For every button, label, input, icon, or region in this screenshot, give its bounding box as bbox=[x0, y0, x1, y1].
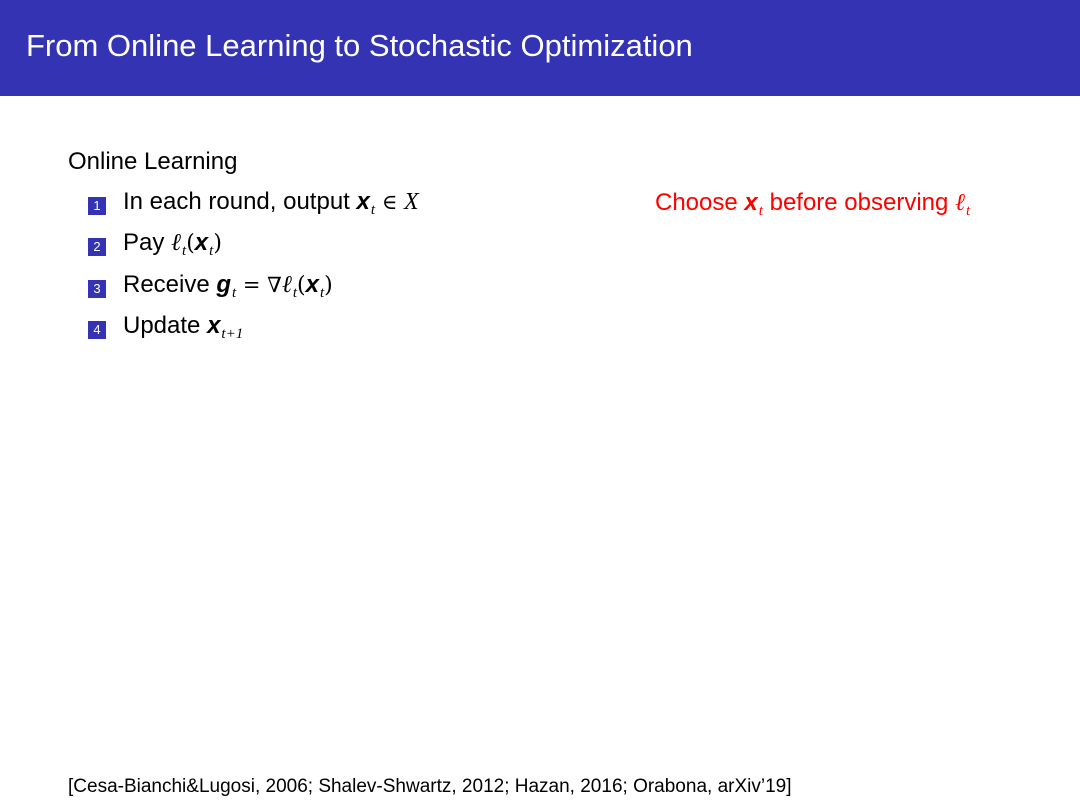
citation: [Cesa-Bianchi&Lugosi, 2006; Shalev-Shwartz, 2012; Hazan, 2016; Orabona, arXiv’19] bbox=[68, 776, 792, 797]
math-subscript: t bbox=[370, 202, 376, 218]
step-prefix: Update bbox=[123, 312, 208, 339]
step-number-badge: 2 bbox=[88, 238, 106, 256]
math-var-x: x bbox=[207, 312, 221, 339]
math-var-g: g bbox=[216, 271, 232, 298]
step-text bbox=[123, 229, 222, 257]
step-number-badge: 4 bbox=[88, 321, 106, 339]
note-text: Choose bbox=[655, 189, 745, 216]
math-subscript: t bbox=[182, 243, 187, 259]
math-set: X bbox=[403, 189, 419, 215]
step-number-badge: 1 bbox=[88, 197, 106, 215]
math-var-x: x bbox=[194, 229, 209, 256]
math-loss: ℓ bbox=[281, 272, 292, 298]
math-operator: = ∇ bbox=[236, 273, 282, 297]
math-subscript: t bbox=[758, 203, 763, 219]
math-var-x: x bbox=[744, 189, 758, 216]
step-number-badge: 3 bbox=[88, 280, 106, 298]
math-paren: ( bbox=[186, 231, 195, 256]
math-subscript: t bbox=[209, 243, 214, 259]
math-subscript: t+1 bbox=[221, 326, 244, 342]
math-paren: ) bbox=[324, 273, 333, 298]
math-subscript: t bbox=[292, 285, 297, 301]
math-subscript: t bbox=[232, 285, 237, 301]
math-loss: ℓ bbox=[955, 190, 966, 216]
math-var-x: x bbox=[356, 188, 370, 215]
note-text: before observing bbox=[762, 189, 956, 216]
step-text bbox=[123, 188, 419, 216]
step-prefix: Pay bbox=[123, 229, 172, 256]
section-heading: Online Learning bbox=[68, 148, 238, 175]
math-paren: ( bbox=[297, 273, 306, 298]
math-loss: ℓ bbox=[171, 230, 182, 256]
note-choose-before-observing bbox=[655, 189, 970, 217]
math-paren: ) bbox=[213, 231, 222, 256]
math-subscript: t bbox=[966, 203, 971, 219]
step-prefix: In each round, output bbox=[123, 188, 357, 215]
slide-title: From Online Learning to Stochastic Optimization bbox=[26, 28, 693, 63]
title-bar bbox=[0, 0, 1080, 96]
step-prefix: Receive bbox=[123, 271, 217, 298]
math-var-x: x bbox=[305, 271, 319, 298]
math-operator: ∈ bbox=[375, 190, 404, 214]
step-text bbox=[123, 271, 333, 299]
step-text bbox=[123, 312, 243, 340]
math-subscript: t bbox=[319, 285, 325, 301]
